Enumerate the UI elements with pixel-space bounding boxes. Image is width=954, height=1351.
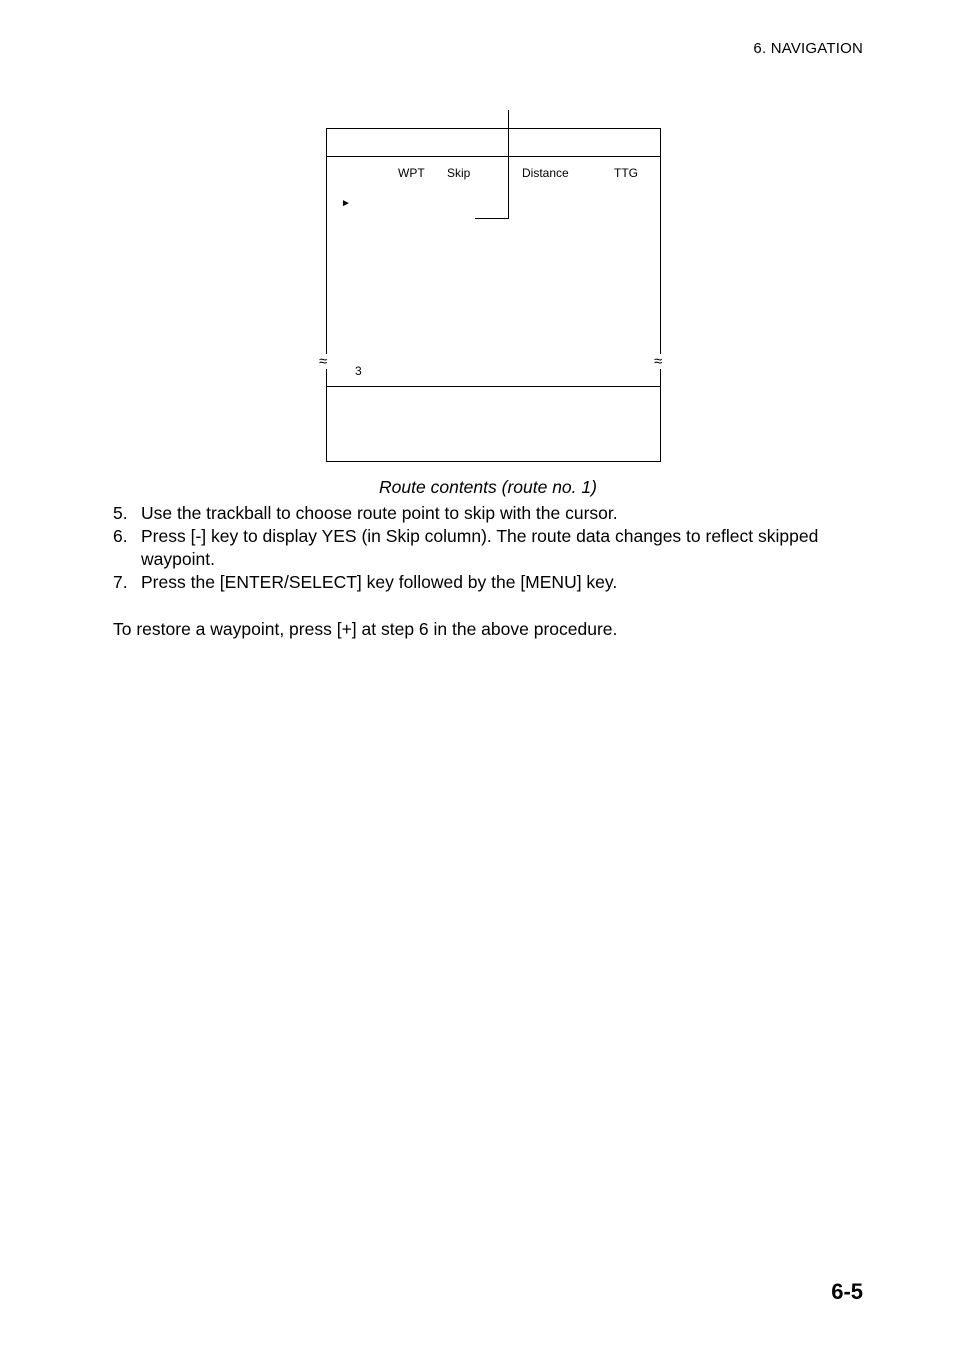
break-wave-right-icon: ≈ [654,353,663,370]
column-header-wpt: WPT [398,166,425,180]
page-number: 6-5 [831,1279,863,1304]
step-number: 7. [113,572,128,592]
column-header-distance: Distance [522,166,569,180]
step-item [113,571,873,594]
section-header: 6. NAVIGATION [753,40,863,57]
step-text: Press [-] key to display YES (in Skip column). The route data changes to reflect skipped waypoint. [141,526,819,569]
step-item [113,525,873,571]
step-text: Press the [ENTER/SELECT] key followed by the [MENU] key. [141,572,618,592]
procedure-steps [113,502,873,594]
cursor-arrow-icon: ► [341,198,351,209]
figure-title-divider [327,156,660,157]
restore-note: To restore a waypoint, press [+] at step 6 in the above procedure. [113,619,618,639]
step-number: 6. [113,526,128,546]
route-row-number: 3 [355,364,362,378]
column-header-skip: Skip [447,166,471,180]
step-item [113,502,873,525]
column-header-ttg: TTG [614,166,638,180]
break-wave-left-icon: ≈ [319,353,328,370]
step-text: Use the trackball to choose route point to skip with the cursor. [141,503,618,523]
figure-bottom-divider [327,386,660,387]
route-contents-figure [326,128,661,462]
step-number: 5. [113,503,128,523]
callout-horizontal-line [475,218,509,219]
figure-caption: Route contents (route no. 1) [379,477,597,497]
callout-vertical-line [508,110,509,219]
